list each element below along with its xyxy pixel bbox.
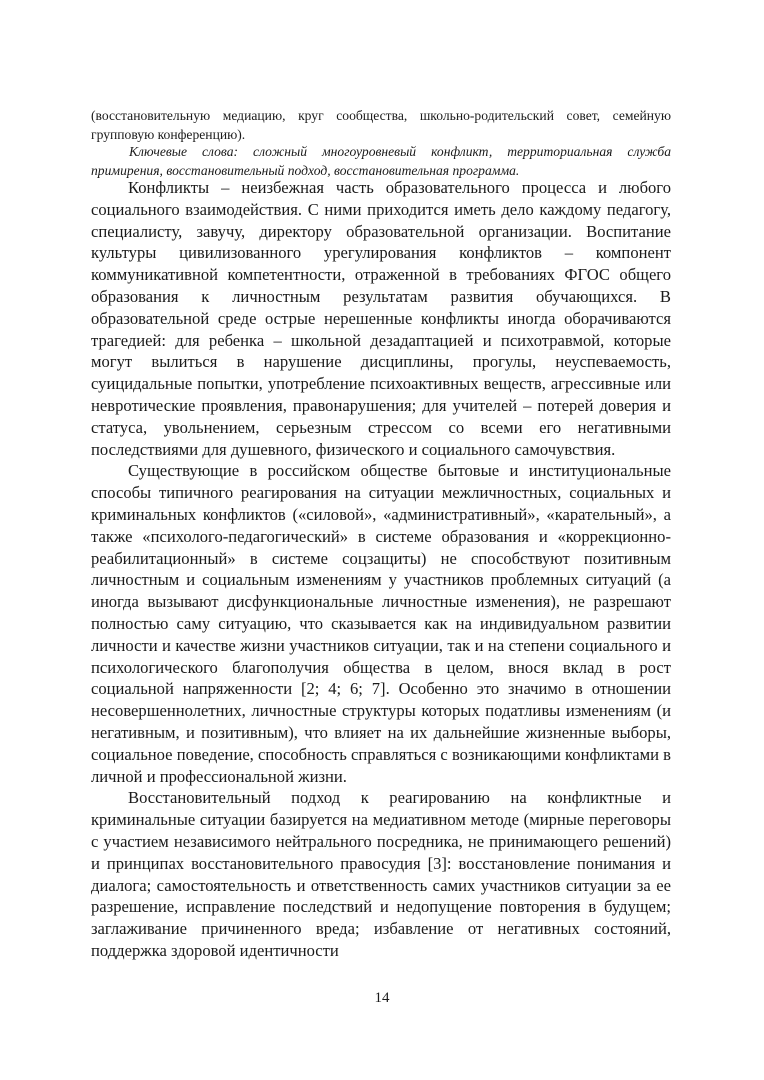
paragraph: Конфликты – неизбежная часть образовательного процесса и любого социального взаимодействия. С ними приходится иметь дело каждому педагогу, специалисту, завучу, директору образовательной организации. Воспитание культуры цивилизованного урегулирования конфликтов – компонент коммуникативной компетентности, отраженной в требованиях ФГОС общего образования к личностным результатам развития обучающихся. В образовательной среде острые нерешенные конфликты иногда оборачиваются трагедией: для ребенка – школьной дезадаптацией и психотравмой, которые могут вылиться в нарушение дисциплины, прогулы, неуспеваемость, суицидальные попытки, употребление психоактивных веществ, агрессивные или невротические проявления, правонарушения; для учителей – потерей доверия и статуса, увольнением, серьезным стрессом со всеми его негативными последствиями для душевного, физического и социального самочувствия. — [91, 178, 671, 459]
abstract-tail: (восстановительную медиацию, круг сообщества, школьно-родительский совет, семейную групповую конференцию). — [91, 107, 671, 142]
keywords-line: Ключевые слова: сложный многоуровневый конфликт, территориальная служба примирения, восстановительный подход, восстановительная программа. — [91, 143, 671, 178]
body-text — [91, 177, 671, 962]
paragraph: Существующие в российском обществе бытовые и институциональные способы типичного реагирования на ситуации межличностных, социальных и криминальных конфликтов («силовой», «административный», «карательный», а также «психолого-педагогический» в системе образования и «коррекционно-реабилитационный» в системе соцзащиты) не способствуют позитивным личностным и социальным изменениям у участников проблемных ситуаций (а иногда вызывают дисфункциональные личностные изменения), не разрешают полностью саму ситуацию, что сказывается как на индивидуальном развитии личности и качестве жизни участников ситуации, так и на степени социального и психологического благополучия общества в целом, внося вклад в рост социальной напряженности [2; 4; 6; 7]. Особенно это значимо в отношении несовершеннолетних, личностные структуры которых податливы изменениям (и негативным, и позитивным), что влияет на их дальнейшие жизненные выборы, социальное поведение, способность справляться с возникающими конфликтами в личной и профессиональной жизни. — [91, 461, 671, 786]
page-number: 14 — [374, 990, 390, 1006]
paragraph: Восстановительный подход к реагированию на конфликтные и криминальные ситуации базируется на медиативном методе (мирные переговоры с участием независимого нейтрального посредника, не принимающего решений) и принципах восстановительного правосудия [3]: восстановление понимания и диалога; самостоятельность и ответственность самих участников ситуации за ее разрешение, исправление последствий и недопущение повторения в будущем; заглаживание причиненного вреда; избавление от негативных состояний, поддержка здоровой идентичности — [91, 788, 671, 960]
